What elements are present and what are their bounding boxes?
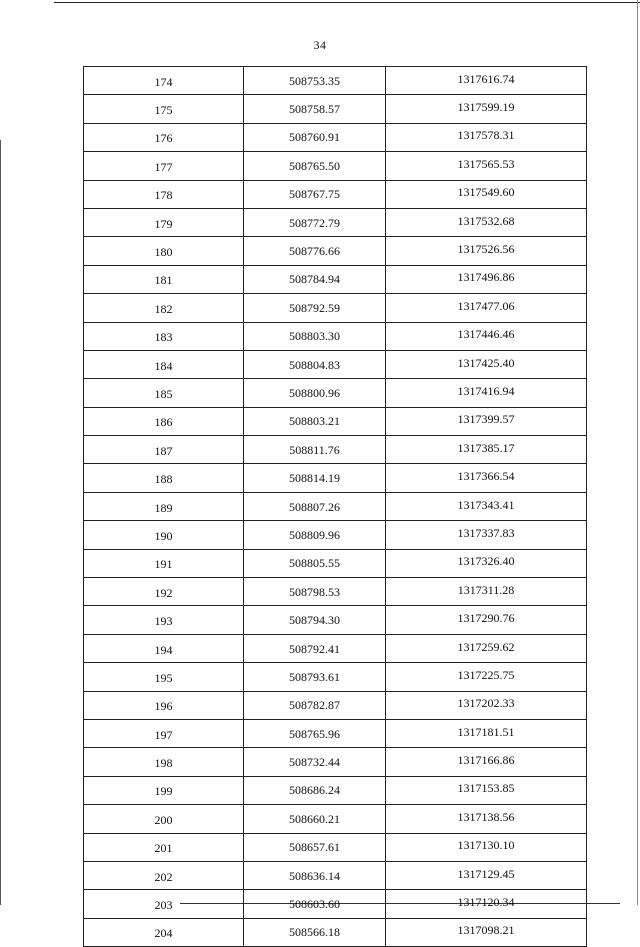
y-coordinate-cell: 1317326.40: [386, 549, 587, 577]
table-row: [84, 464, 587, 492]
point-number-cell: 204: [84, 918, 244, 946]
table-row: [84, 549, 587, 577]
scan-edge-right: [637, 0, 638, 905]
y-coordinate-cell: 1317120.34: [386, 890, 587, 918]
point-number-cell: 179: [84, 208, 244, 236]
coordinates-table-body: [84, 67, 587, 947]
point-number-cell: 184: [84, 350, 244, 378]
point-number-cell: 194: [84, 634, 244, 662]
table-row: [84, 123, 587, 151]
x-coordinate-cell: 508807.26: [244, 492, 386, 520]
x-coordinate-cell: 508660.21: [244, 805, 386, 833]
table-row: [84, 691, 587, 719]
point-number-cell: 177: [84, 152, 244, 180]
coordinates-table: [83, 66, 587, 947]
x-coordinate-cell: 508792.59: [244, 294, 386, 322]
y-coordinate-cell: 1317565.53: [386, 152, 587, 180]
point-number-cell: 182: [84, 294, 244, 322]
point-number-cell: 192: [84, 578, 244, 606]
x-coordinate-cell: 508811.76: [244, 436, 386, 464]
y-coordinate-cell: 1317416.94: [386, 379, 587, 407]
x-coordinate-cell: 508782.87: [244, 691, 386, 719]
point-number-cell: 175: [84, 95, 244, 123]
point-number-cell: 201: [84, 833, 244, 861]
table-row: [84, 748, 587, 776]
x-coordinate-cell: 508732.44: [244, 748, 386, 776]
x-coordinate-cell: 508809.96: [244, 521, 386, 549]
y-coordinate-cell: 1317616.74: [386, 67, 587, 95]
table-row: [84, 492, 587, 520]
point-number-cell: 185: [84, 379, 244, 407]
point-number-cell: 176: [84, 123, 244, 151]
x-coordinate-cell: 508803.30: [244, 322, 386, 350]
y-coordinate-cell: 1317385.17: [386, 436, 587, 464]
y-coordinate-cell: 1317259.62: [386, 634, 587, 662]
y-coordinate-cell: 1317532.68: [386, 208, 587, 236]
point-number-cell: 202: [84, 861, 244, 889]
table-row: [84, 350, 587, 378]
table-row: [84, 322, 587, 350]
y-coordinate-cell: 1317425.40: [386, 350, 587, 378]
point-number-cell: 183: [84, 322, 244, 350]
y-coordinate-cell: 1317578.31: [386, 123, 587, 151]
table-row: [84, 294, 587, 322]
x-coordinate-cell: 508803.21: [244, 407, 386, 435]
point-number-cell: 180: [84, 237, 244, 265]
x-coordinate-cell: 508772.79: [244, 208, 386, 236]
scan-edge-top: [54, 2, 640, 3]
point-number-cell: 181: [84, 265, 244, 293]
table-row: [84, 237, 587, 265]
x-coordinate-cell: 508800.96: [244, 379, 386, 407]
point-number-cell: 190: [84, 521, 244, 549]
y-coordinate-cell: 1317399.57: [386, 407, 587, 435]
table-row: [84, 67, 587, 95]
x-coordinate-cell: 508776.66: [244, 237, 386, 265]
table-row: [84, 634, 587, 662]
table-row: [84, 152, 587, 180]
x-coordinate-cell: 508805.55: [244, 549, 386, 577]
point-number-cell: 198: [84, 748, 244, 776]
table-row: [84, 379, 587, 407]
x-coordinate-cell: 508765.50: [244, 152, 386, 180]
x-coordinate-cell: 508798.53: [244, 578, 386, 606]
y-coordinate-cell: 1317446.46: [386, 322, 587, 350]
table-row: [84, 208, 587, 236]
y-coordinate-cell: 1317130.10: [386, 833, 587, 861]
x-coordinate-cell: 508758.57: [244, 95, 386, 123]
table-row: [84, 180, 587, 208]
x-coordinate-cell: 508657.61: [244, 833, 386, 861]
y-coordinate-cell: 1317311.28: [386, 578, 587, 606]
table-row: [84, 776, 587, 804]
table-row: [84, 578, 587, 606]
point-number-cell: 199: [84, 776, 244, 804]
table-row: [84, 861, 587, 889]
table-row: [84, 833, 587, 861]
y-coordinate-cell: 1317477.06: [386, 294, 587, 322]
y-coordinate-cell: 1317526.56: [386, 237, 587, 265]
page-number: 34: [313, 38, 327, 52]
y-coordinate-cell: 1317343.41: [386, 492, 587, 520]
x-coordinate-cell: 508784.94: [244, 265, 386, 293]
point-number-cell: 187: [84, 436, 244, 464]
y-coordinate-cell: 1317599.19: [386, 95, 587, 123]
scan-edge-left: [0, 140, 1, 905]
y-coordinate-cell: 1317098.21: [386, 918, 587, 946]
y-coordinate-cell: 1317496.86: [386, 265, 587, 293]
point-number-cell: 203: [84, 890, 244, 918]
y-coordinate-cell: 1317153.85: [386, 776, 587, 804]
y-coordinate-cell: 1317337.83: [386, 521, 587, 549]
point-number-cell: 200: [84, 805, 244, 833]
x-coordinate-cell: 508765.96: [244, 719, 386, 747]
x-coordinate-cell: 508793.61: [244, 663, 386, 691]
x-coordinate-cell: 508603.60: [244, 890, 386, 918]
x-coordinate-cell: 508636.14: [244, 861, 386, 889]
x-coordinate-cell: 508760.91: [244, 123, 386, 151]
point-number-cell: 178: [84, 180, 244, 208]
table-row: [84, 436, 587, 464]
y-coordinate-cell: 1317290.76: [386, 606, 587, 634]
y-coordinate-cell: 1317129.45: [386, 861, 587, 889]
table-row: [84, 407, 587, 435]
x-coordinate-cell: 508804.83: [244, 350, 386, 378]
y-coordinate-cell: 1317181.51: [386, 719, 587, 747]
x-coordinate-cell: 508794.30: [244, 606, 386, 634]
table-row: [84, 265, 587, 293]
point-number-cell: 191: [84, 549, 244, 577]
x-coordinate-cell: 508566.18: [244, 918, 386, 946]
y-coordinate-cell: 1317166.86: [386, 748, 587, 776]
table-row: [84, 95, 587, 123]
x-coordinate-cell: 508753.35: [244, 67, 386, 95]
x-coordinate-cell: 508767.75: [244, 180, 386, 208]
y-coordinate-cell: 1317366.54: [386, 464, 587, 492]
table-row: [84, 805, 587, 833]
table-row: [84, 890, 587, 918]
point-number-cell: 195: [84, 663, 244, 691]
y-coordinate-cell: 1317225.75: [386, 663, 587, 691]
point-number-cell: 188: [84, 464, 244, 492]
y-coordinate-cell: 1317202.33: [386, 691, 587, 719]
x-coordinate-cell: 508792.41: [244, 634, 386, 662]
point-number-cell: 193: [84, 606, 244, 634]
point-number-cell: 174: [84, 67, 244, 95]
table-row: [84, 663, 587, 691]
point-number-cell: 197: [84, 719, 244, 747]
table-row: [84, 521, 587, 549]
table-row: [84, 918, 587, 946]
point-number-cell: 196: [84, 691, 244, 719]
x-coordinate-cell: 508686.24: [244, 776, 386, 804]
x-coordinate-cell: 508814.19: [244, 464, 386, 492]
point-number-cell: 186: [84, 407, 244, 435]
y-coordinate-cell: 1317549.60: [386, 180, 587, 208]
table-row: [84, 606, 587, 634]
y-coordinate-cell: 1317138.56: [386, 805, 587, 833]
point-number-cell: 189: [84, 492, 244, 520]
table-row: [84, 719, 587, 747]
